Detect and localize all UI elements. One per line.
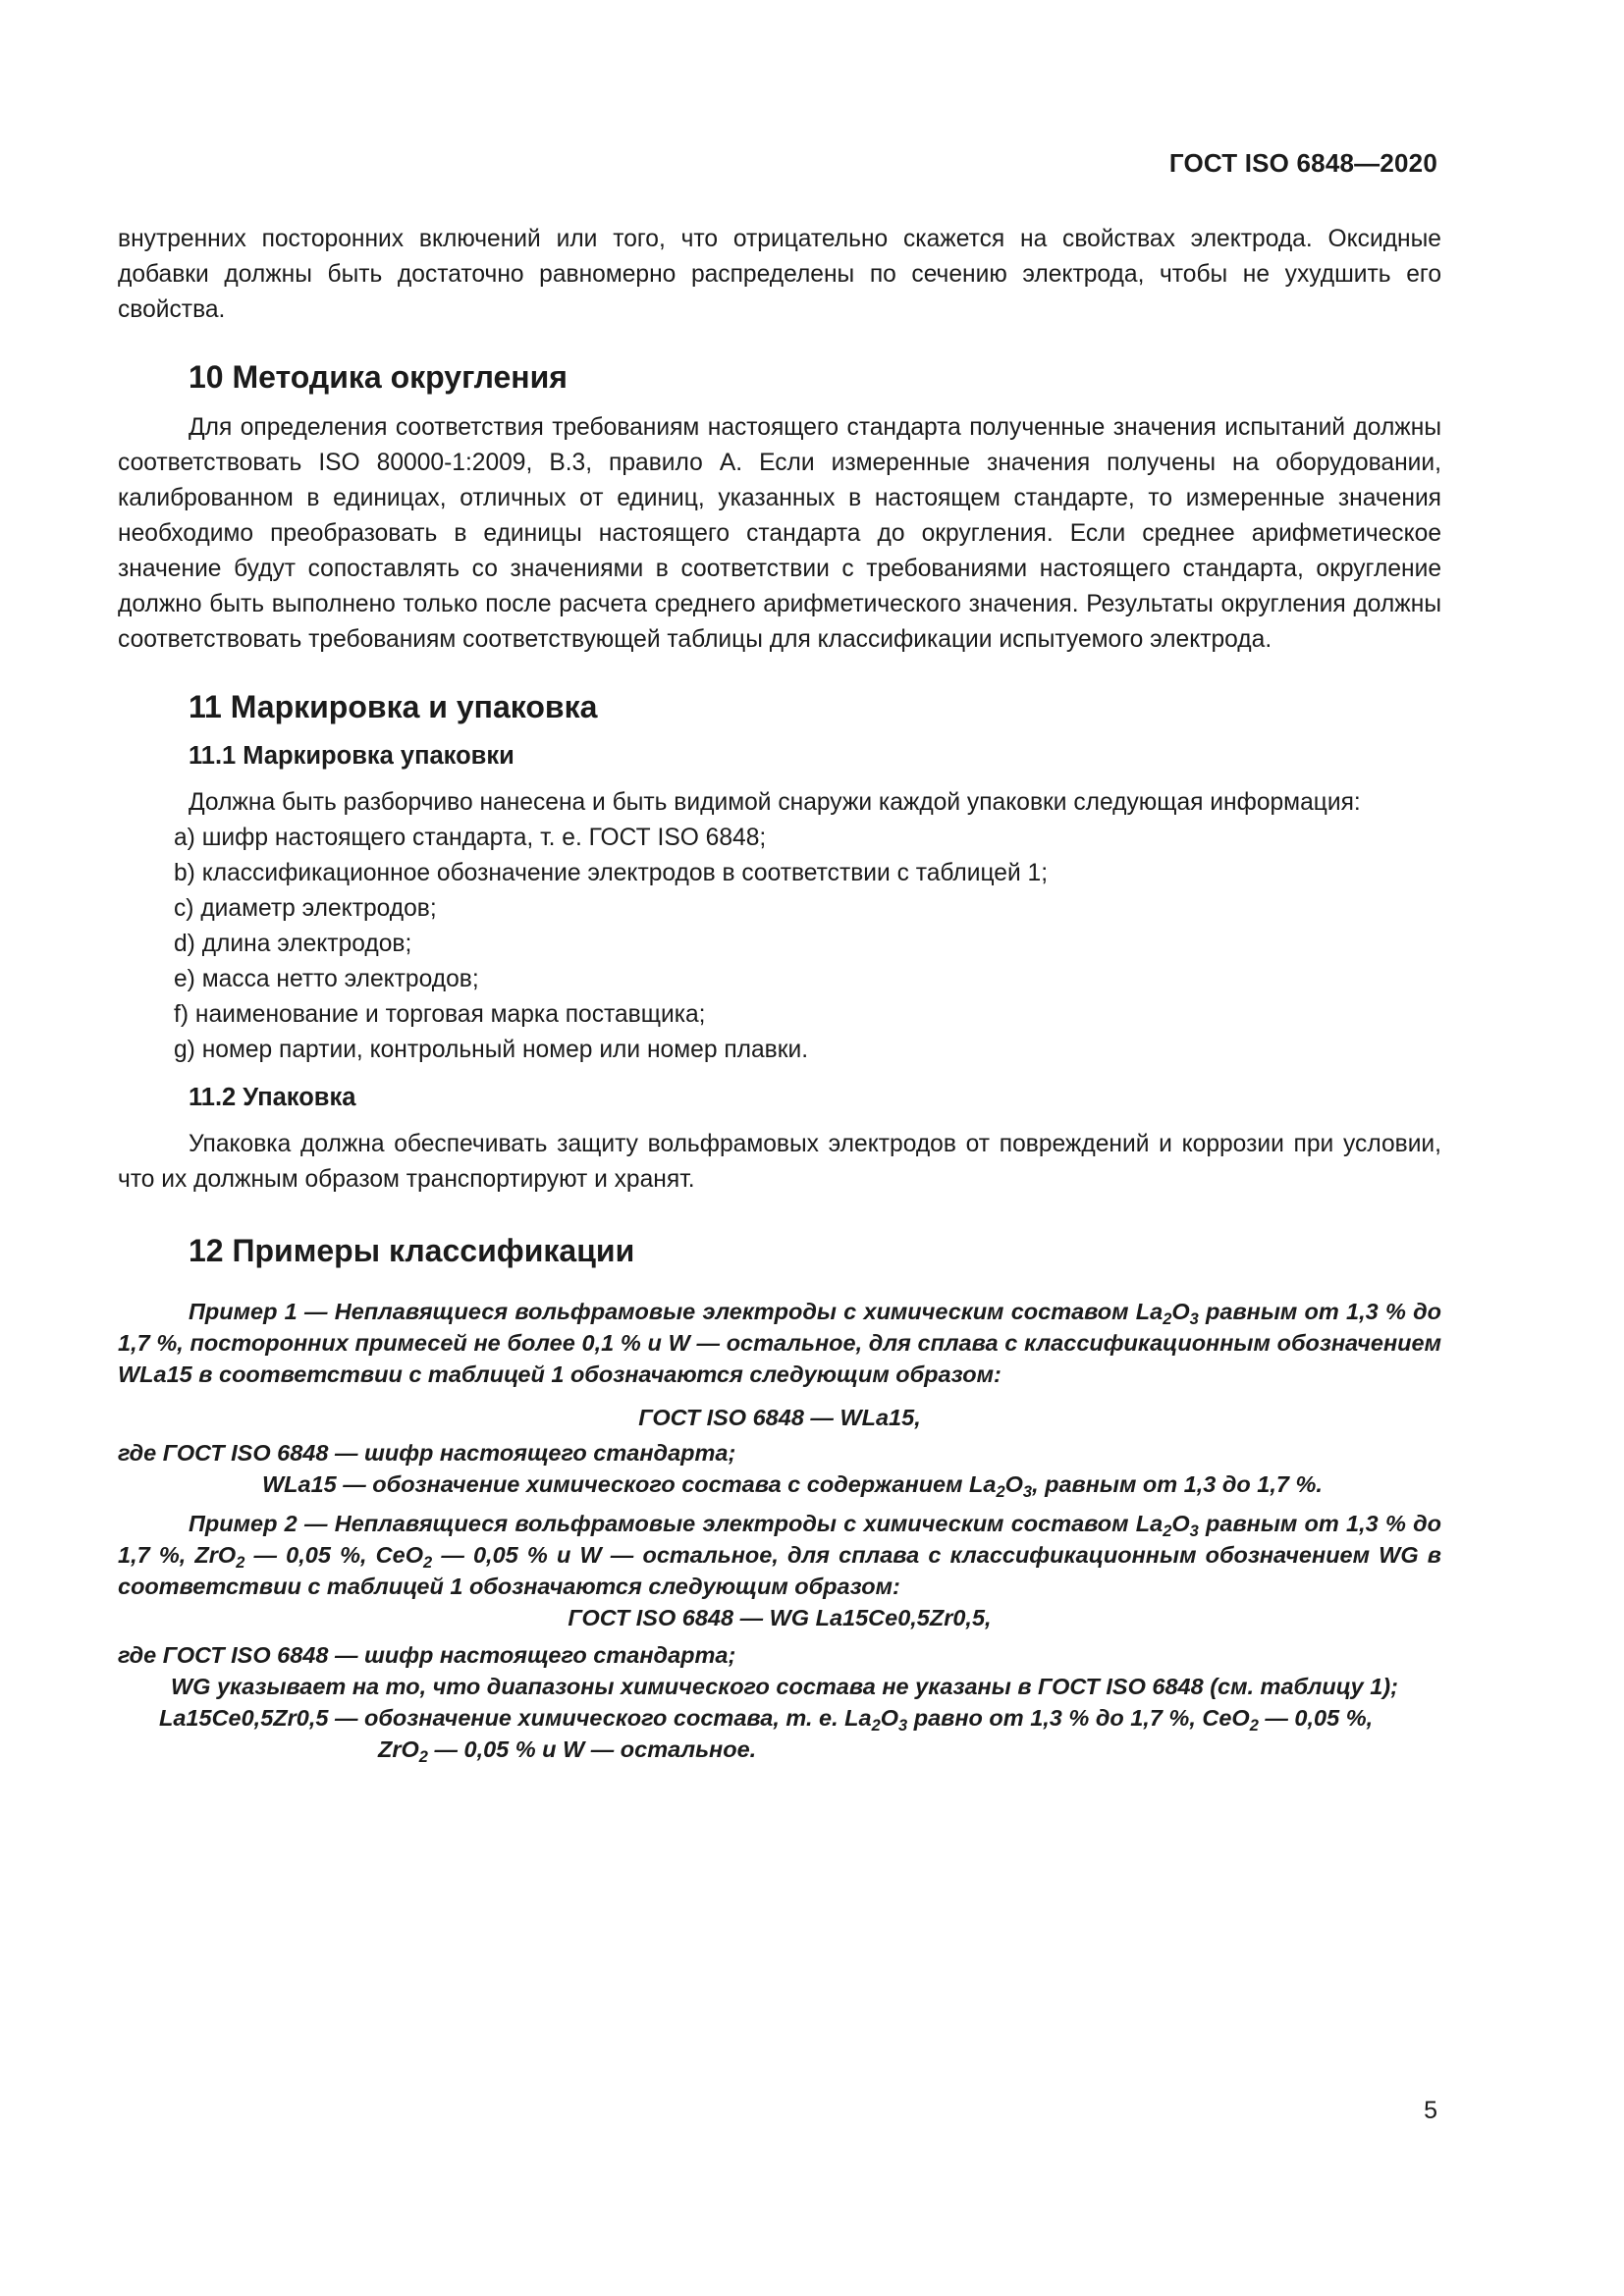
list-item: c) диаметр электродов; — [174, 895, 437, 922]
example-2-where-line: где ГОСТ ISO 6848 — шифр настоящего стандарта; — [118, 1642, 736, 1668]
example-1-where-line: WLa15 — обозначение химического состава с содержанием $La_2O_3$, равным от 1,3 до 1,7 %. — [262, 1471, 1323, 1501]
marking-list — [118, 821, 1441, 1068]
list-item: d) длина электродов; — [174, 931, 412, 957]
intro-paragraph: внутренних посторонних включений или того, что отрицательно скажется на свойствах электрода. Оксидные добавки должны быть достаточно равномерно распределены по сечению электрода, чтобы не ухудшить его свойства. — [118, 226, 1441, 323]
example-1-where-line: где ГОСТ ISO 6848 — шифр настоящего стандарта; — [118, 1440, 736, 1466]
example-2-where-line: WG указывает на то, что диапазоны химического состава не указаны в ГОСТ ISO 6848 (см. таблицу 1); — [171, 1674, 1398, 1699]
section-10-paragraph: Для определения соответствия требованиям настоящего стандарта полученные значения испытаний должны соответствовать ISO 80000-1:2009, B.3, правило А. Если измеренные значения получены на оборудовании, калиброванном в единицах, отличных от единиц, указанных в настоящем стандарте, то измеренные значения необходимо преобразовать в единицы настоящего стандарта до округления. Если среднее арифметическое значение будут сопоставлять со значениями в соответствии с требованиями настоящего стандарта, округление должно быть выполнено только после расчета среднего арифметического значения. Результаты округления должны соответствовать требованиям соответствующей таблицы для классификации испытуемого электрода. — [118, 414, 1441, 653]
example-2-where-line: ZrO$_2$ — 0,05 % и W — остальное. — [378, 1736, 757, 1766]
list-item: g) номер партии, контрольный номер или номер плавки. — [174, 1037, 809, 1063]
subsection-11-1-title: 11.1 Маркировка упаковки — [189, 742, 514, 770]
subsection-11-2-paragraph: Упаковка должна обеспечивать защиту вольфрамовых электродов от повреждений и коррозии при условии, что их должным образом транспортируют и хранят. — [118, 1131, 1441, 1193]
document-header: ГОСТ ISO 6848—2020 — [1168, 148, 1437, 178]
example-1-designation: ГОСТ ISO 6848 — WLa15, — [638, 1405, 921, 1430]
list-item: f) наименование и торговая марка поставщика; — [174, 1001, 706, 1028]
page-number: 5 — [1424, 2097, 1437, 2124]
examples-block — [118, 1296, 1441, 1765]
subsection-11-1-paragraph: Должна быть разборчиво нанесена и быть видимой снаружи каждой упаковки следующая информация: — [189, 789, 1361, 816]
section-12-title: 12 Примеры классификации — [189, 1233, 635, 1268]
example-1-text: Пример 1 — Неплавящиеся вольфрамовые электроды с химическим составом $La_2O_3$ равным от 1,3 % до 1,7 %, посторонних примесей не более 0,1 % и W — остальное, для сплава с классификационным обозначением WLa15 в соответствии с таблицей 1 обозначаются следующим образом: — [118, 1299, 1442, 1387]
subsection-11-2-title: 11.2 Упаковка — [189, 1084, 356, 1111]
example-2-where-line: La15Ce0,5Zr0,5 — обозначение химического состава, т. е. $La_2O_3$ равно от 1,3 % до 1,7 %, CeO$_2$ — 0,05 %, — [159, 1705, 1374, 1735]
example-2-designation: ГОСТ ISO 6848 — WG La15Ce0,5Zr0,5, — [568, 1605, 992, 1630]
list-item: b) классификационное обозначение электродов в соответствии с таблицей 1; — [174, 860, 1049, 886]
section-11-title: 11 Маркировка и упаковка — [189, 689, 598, 724]
page-content — [118, 222, 1441, 1765]
list-item: a) шифр настоящего стандарта, т. е. ГОСТ ISO 6848; — [174, 825, 767, 851]
list-item: e) масса нетто электродов; — [174, 966, 479, 992]
example-2-text: Пример 2 — Неплавящиеся вольфрамовые электроды с химическим составом $La_2O_3$ равным от 1,3 % до 1,7 %, ZrO$_2$ — 0,05 %, CeO$_2$ — 0,05 % и W — остальное, для сплава с классификационным обозначением WG в соответствии с таблицей 1 обозначаются следующим образом: — [118, 1511, 1442, 1599]
section-10-title: 10 Методика округления — [189, 359, 568, 395]
